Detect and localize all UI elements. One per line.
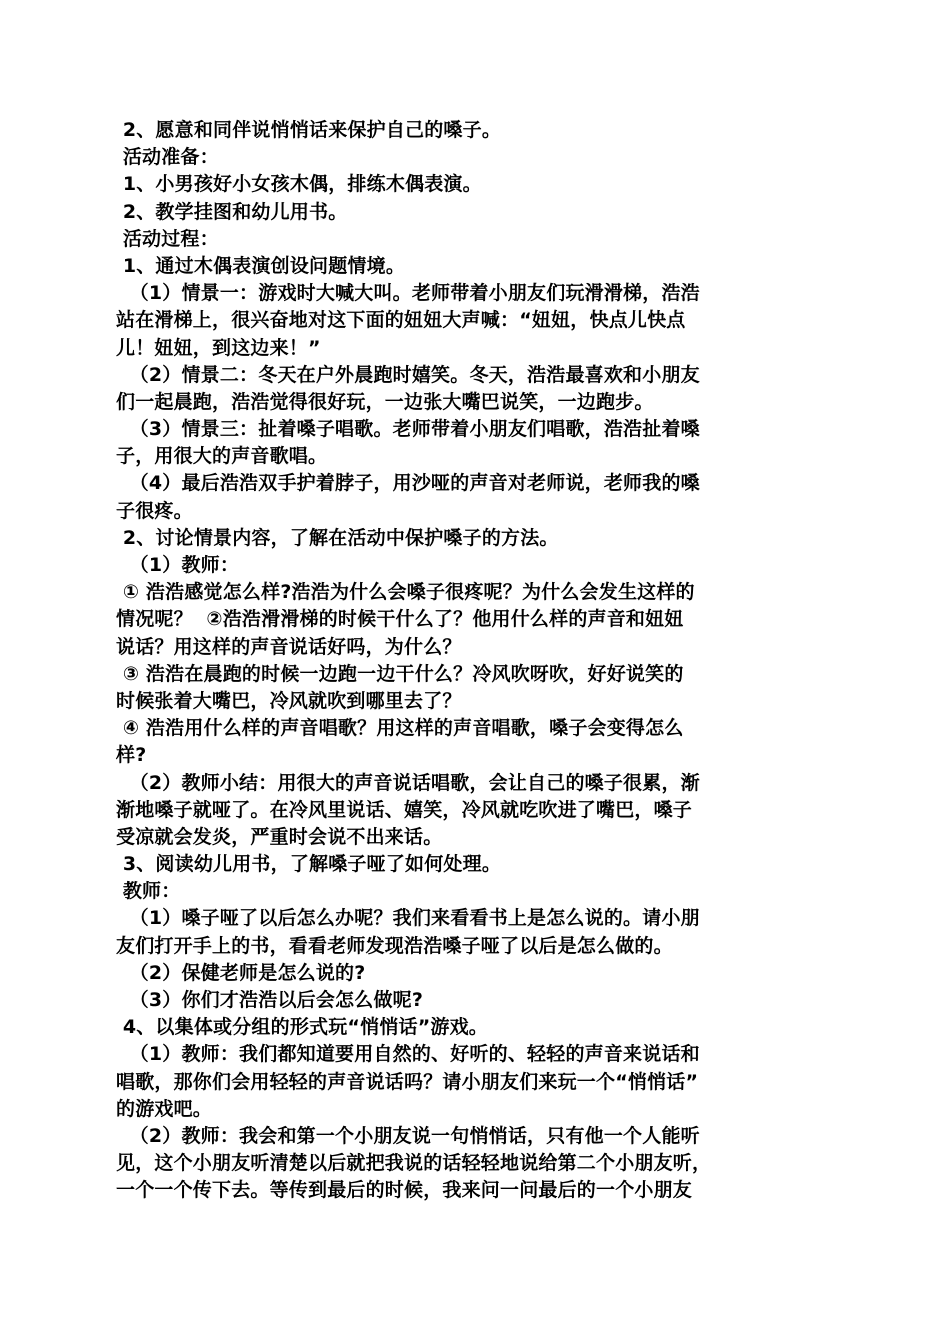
text-line: 3、阅读幼儿用书，了解嗓子哑了如何处理。 — [116, 853, 502, 876]
text-line: 2、讨论情景内容，了解在活动中保护嗓子的方法。 — [116, 526, 559, 549]
text-line: 1、小男孩好小女孩木偶，排练木偶表演。 — [116, 173, 482, 196]
text-line: 1、通过木偶表演创设问题情境。 — [116, 254, 406, 277]
text-line: ④ 浩浩用什么样的声音唱歌？用这样的声音唱歌，嗓子会变得怎么 — [116, 717, 684, 740]
text-line: 说话？用这样的声音说话好吗，为什么？ — [116, 635, 462, 658]
text-line: （1）情景一：游戏时大喊大叫。老师带着小朋友们玩滑滑梯，浩浩 — [116, 282, 700, 305]
text-line: 教师： — [116, 880, 181, 903]
document-page — [116, 117, 832, 1205]
text-line: 见，这个小朋友听清楚以后就把我说的话轻轻地说给第二个小朋友听， — [116, 1152, 712, 1175]
text-line: （2）保健老师是怎么说的? — [116, 961, 366, 984]
text-line: （3）情景三：扯着嗓子唱歌。老师带着小朋友们唱歌，浩浩扯着嗓 — [116, 418, 700, 441]
text-line: ③ 浩浩在晨跑的时候一边跑一边干什么？冷风吹呀吹，好好说笑的 — [116, 662, 684, 685]
text-line: 4、以集体或分组的形式玩“悄悄话”游戏。 — [116, 1016, 489, 1039]
text-line: 渐地嗓子就哑了。在冷风里说话、嬉笑，冷风就吃吹进了嘴巴，嗓子 — [116, 798, 693, 821]
text-line: 一个一个传下去。等传到最后的时候，我来问一问最后的一个小朋友 — [116, 1179, 693, 1202]
text-line: 儿！妞妞，到这边来！” — [116, 336, 321, 359]
text-line: （1）嗓子哑了以后怎么办呢？我们来看看书上是怎么说的。请小朋 — [116, 907, 700, 930]
text-line: （2）教师：我会和第一个小朋友说一句悄悄话，只有他一个人能听 — [116, 1124, 700, 1147]
text-line: 受凉就会发炎，严重时会说不出来话。 — [116, 825, 443, 848]
text-line: （1）教师： — [116, 554, 240, 576]
text-line: 友们打开手上的书，看看老师发现浩浩嗓子哑了以后是怎么做的。 — [116, 934, 673, 957]
text-line: （2）教师小结：用很大的声音说话唱歌，会让自己的嗓子很累，渐 — [116, 771, 700, 794]
text-line: 时候张着大嘴巴，冷风就吹到哪里去了？ — [116, 689, 462, 712]
text-line: 的游戏吧。 — [116, 1097, 213, 1120]
text-line: 站在滑梯上，很兴奋地对这下面的妞妞大声喊：“妞妞，快点儿快点 — [116, 309, 686, 332]
text-line: 子很疼。 — [116, 499, 193, 522]
text-line: 们一起晨跑，浩浩觉得很好玩，一边张大嘴巴说笑，一边跑步。 — [116, 390, 654, 413]
section-heading: 活动过程： — [116, 227, 219, 250]
text-line: （4）最后浩浩双手护着脖子，用沙哑的声音对老师说，老师我的嗓 — [116, 472, 700, 495]
text-line: ① 浩浩感觉怎么样?浩浩为什么会嗓子很疼呢？为什么会发生这样的 — [116, 581, 695, 604]
text-line: （2）情景二：冬天在户外晨跑时嬉笑。冬天，浩浩最喜欢和小朋友 — [116, 363, 700, 386]
section-heading: 活动准备： — [116, 146, 219, 169]
text-line: 2、教学挂图和幼儿用书。 — [116, 200, 348, 223]
text-line: 2、愿意和同伴说悄悄话来保护自己的嗓子。 — [116, 119, 502, 141]
text-line: 子，用很大的声音歌唱。 — [116, 445, 328, 468]
text-line: （1）教师：我们都知道要用自然的、好听的、轻轻的声音来说话和 — [116, 1043, 700, 1066]
text-line: 样? — [116, 744, 147, 767]
text-line: 唱歌，那你们会用轻轻的声音说话吗？请小朋友们来玩一个“悄悄话” — [116, 1070, 699, 1093]
text-line: （3）你们才浩浩以后会怎么做呢? — [116, 989, 424, 1011]
text-line: 情况呢？ ②浩浩滑滑梯的时候干什么了？他用什么样的声音和妞妞 — [116, 608, 684, 631]
